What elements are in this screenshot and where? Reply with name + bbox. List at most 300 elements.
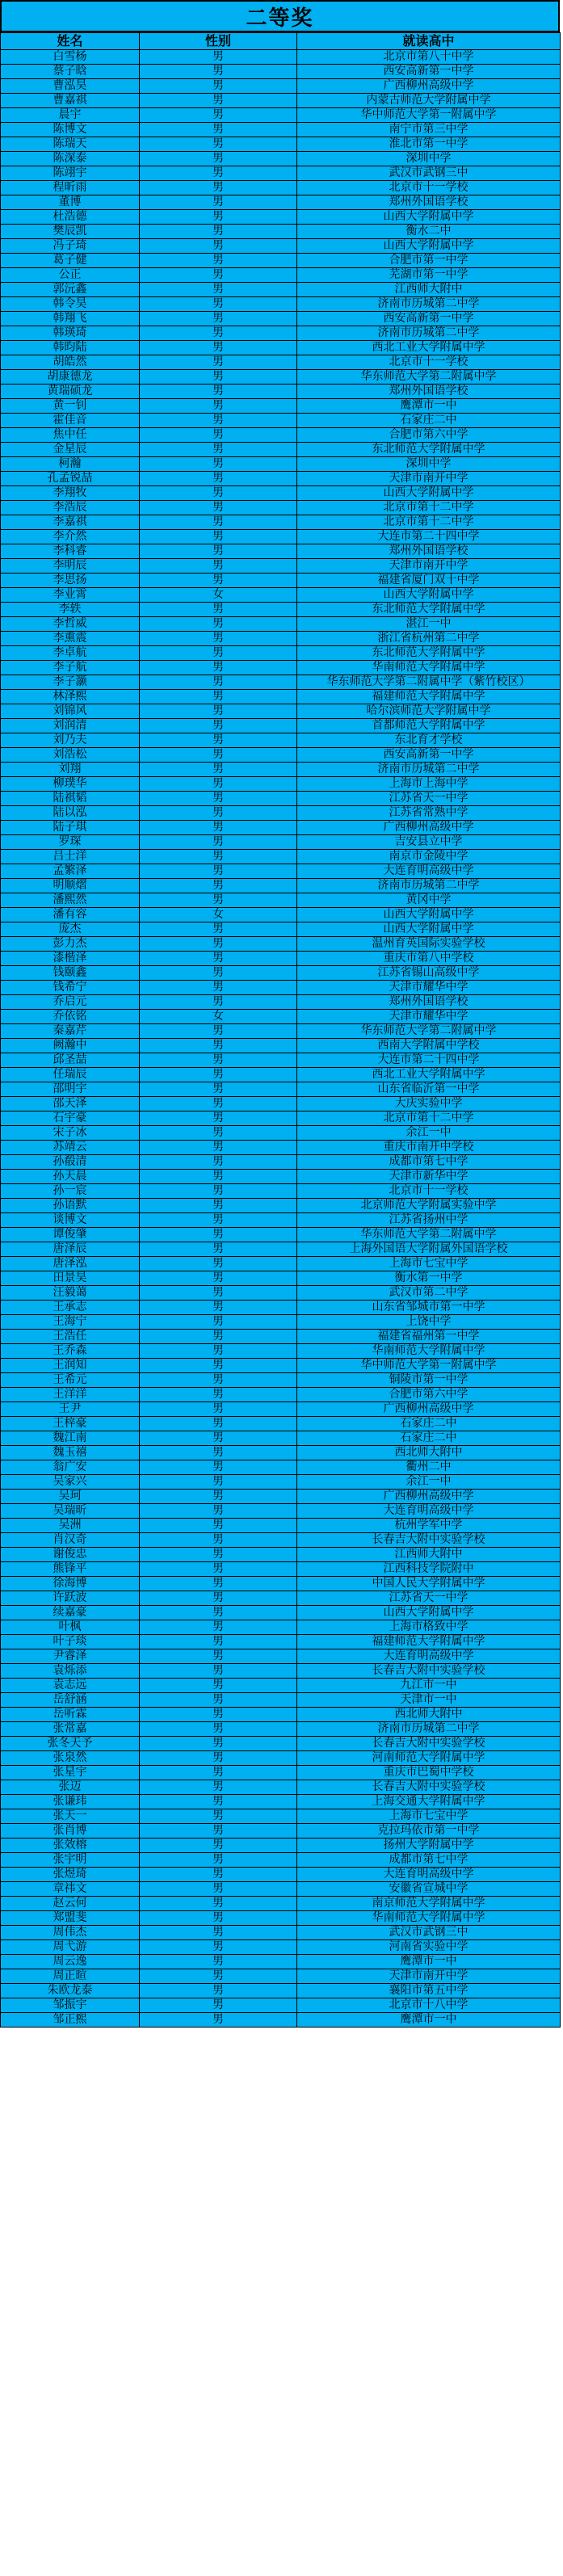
cell-gender: 男	[140, 1940, 297, 1955]
table-row	[1, 1562, 561, 1577]
cell-name: 李业霄	[1, 588, 140, 603]
cell-gender: 男	[140, 123, 297, 137]
cell-school: 湛江一中	[297, 617, 561, 632]
cell-name: 张冬天予	[1, 1737, 140, 1751]
table-row	[1, 588, 561, 603]
header-row	[1, 33, 561, 50]
table-row	[1, 152, 561, 166]
table-row	[1, 515, 561, 530]
cell-gender: 男	[140, 355, 297, 370]
cell-school: 天津市南开中学	[297, 472, 561, 486]
cell-gender: 男	[140, 1024, 297, 1039]
cell-name: 李明辰	[1, 559, 140, 574]
cell-school: 石家庄二中	[297, 1417, 561, 1431]
cell-gender: 男	[140, 50, 297, 65]
cell-school: 衡水二中	[297, 225, 561, 239]
cell-school: 华东师范大学第二附属中学	[297, 1228, 561, 1242]
table-row	[1, 675, 561, 690]
cell-name: 潘有容	[1, 908, 140, 922]
cell-school: 天津市南开中学	[297, 559, 561, 574]
cell-gender: 男	[140, 385, 297, 399]
cell-school: 上海市七宝中学	[297, 1257, 561, 1271]
cell-name: 李轶	[1, 603, 140, 617]
cell-name: 陈博文	[1, 123, 140, 137]
header-name: 姓名	[1, 33, 140, 50]
cell-gender: 男	[140, 515, 297, 530]
table-row	[1, 1330, 561, 1344]
cell-gender: 男	[140, 1620, 297, 1635]
table-row	[1, 937, 561, 952]
cell-name: 陆以泓	[1, 806, 140, 821]
cell-gender: 男	[140, 1402, 297, 1417]
cell-school: 华南师范大学附属中学	[297, 661, 561, 675]
cell-gender: 男	[140, 1039, 297, 1053]
table-row	[1, 1533, 561, 1548]
cell-name: 邱圣喆	[1, 1053, 140, 1068]
table-row	[1, 181, 561, 195]
cell-school: 鹰潭市一中	[297, 2013, 561, 2028]
cell-name: 章祎文	[1, 1882, 140, 1897]
cell-name: 刘乃夫	[1, 733, 140, 748]
table-row	[1, 733, 561, 748]
cell-name: 冯子琦	[1, 239, 140, 254]
cell-name: 刘浩松	[1, 748, 140, 763]
cell-name: 张效榕	[1, 1838, 140, 1853]
cell-gender: 男	[140, 312, 297, 326]
cell-school: 衡水第一中学	[297, 1271, 561, 1286]
cell-school: 西北师大附中	[297, 1708, 561, 1722]
table-row	[1, 1591, 561, 1606]
table-row	[1, 1504, 561, 1519]
cell-gender: 男	[140, 1533, 297, 1548]
cell-school: 江西师大附中	[297, 283, 561, 297]
cell-name: 叶子琰	[1, 1635, 140, 1649]
cell-gender: 男	[140, 1838, 297, 1853]
table-row	[1, 1969, 561, 1984]
table-row	[1, 341, 561, 355]
table-row	[1, 1606, 561, 1620]
cell-gender: 男	[140, 748, 297, 763]
cell-name: 孟繁泽	[1, 864, 140, 879]
cell-gender: 男	[140, 1155, 297, 1170]
table-row	[1, 1431, 561, 1446]
cell-school: 芜湖市第一中学	[297, 268, 561, 283]
cell-school: 华中师范大学第一附属中学	[297, 108, 561, 123]
table-row	[1, 995, 561, 1010]
cell-gender: 男	[140, 1679, 297, 1693]
cell-gender: 男	[140, 457, 297, 472]
cell-gender: 男	[140, 1257, 297, 1271]
cell-name: 汪毅蔼	[1, 1286, 140, 1301]
table-row	[1, 893, 561, 908]
cell-gender: 男	[140, 763, 297, 777]
cell-name: 李翔牧	[1, 486, 140, 501]
cell-gender: 男	[140, 966, 297, 981]
cell-gender: 男	[140, 137, 297, 152]
table-row	[1, 1039, 561, 1053]
table-row	[1, 254, 561, 268]
cell-gender: 男	[140, 1431, 297, 1446]
cell-school: 西北工业大学附属中学	[297, 1068, 561, 1082]
cell-gender: 男	[140, 1577, 297, 1591]
cell-school: 华东师范大学第二附属中学	[297, 1024, 561, 1039]
cell-name: 李哲威	[1, 617, 140, 632]
table-row	[1, 1344, 561, 1359]
cell-gender: 男	[140, 1737, 297, 1751]
table-row	[1, 646, 561, 661]
cell-school: 江西师大附中	[297, 1548, 561, 1562]
cell-school: 福建省厦门双十中学	[297, 574, 561, 588]
cell-gender: 男	[140, 1330, 297, 1344]
cell-school: 东北师范大学附属中学	[297, 646, 561, 661]
cell-school: 东北师范大学附属中学	[297, 443, 561, 457]
table-row	[1, 544, 561, 559]
cell-school: 江苏省锡山高级中学	[297, 966, 561, 981]
cell-name: 周伟杰	[1, 1926, 140, 1940]
cell-gender: 男	[140, 443, 297, 457]
cell-gender: 男	[140, 1097, 297, 1112]
cell-gender: 男	[140, 414, 297, 428]
cell-name: 李浩辰	[1, 501, 140, 515]
cell-name: 韩令昊	[1, 297, 140, 312]
cell-name: 王梓豪	[1, 1417, 140, 1431]
cell-name: 秦嘉芹	[1, 1024, 140, 1039]
cell-name: 陆子琪	[1, 821, 140, 835]
cell-name: 阙瀚中	[1, 1039, 140, 1053]
table-row	[1, 472, 561, 486]
table-row	[1, 1853, 561, 1868]
cell-name: 朱欧龙泰	[1, 1984, 140, 1998]
cell-school: 济南市历城第二中学	[297, 763, 561, 777]
cell-gender: 男	[140, 835, 297, 850]
cell-name: 张常嘉	[1, 1722, 140, 1737]
cell-name: 王海宁	[1, 1315, 140, 1330]
table-row	[1, 1882, 561, 1897]
cell-gender: 男	[140, 806, 297, 821]
cell-gender: 男	[140, 225, 297, 239]
table-row	[1, 1155, 561, 1170]
cell-name: 葛子健	[1, 254, 140, 268]
cell-school: 南京市金陵中学	[297, 850, 561, 864]
cell-name: 王尹	[1, 1402, 140, 1417]
cell-school: 浙江省杭州第二中学	[297, 632, 561, 646]
cell-gender: 男	[140, 1926, 297, 1940]
cell-school: 内蒙古师范大学附属中学	[297, 94, 561, 108]
cell-name: 陈瑞天	[1, 137, 140, 152]
cell-name: 韩翔飞	[1, 312, 140, 326]
cell-name: 陆祺韬	[1, 792, 140, 806]
table-row	[1, 428, 561, 443]
cell-name: 尹睿泽	[1, 1649, 140, 1664]
cell-gender: 男	[140, 1868, 297, 1882]
cell-name: 庞杰	[1, 922, 140, 937]
cell-school: 郑州外国语学校	[297, 385, 561, 399]
cell-school: 九江市一中	[297, 1679, 561, 1693]
header-gender: 性别	[140, 33, 297, 50]
cell-school: 吉安县立中学	[297, 835, 561, 850]
cell-gender: 男	[140, 646, 297, 661]
cell-school: 华南师范大学附属中学	[297, 1911, 561, 1926]
cell-school: 成都市第七中学	[297, 1853, 561, 1868]
cell-school: 南京师范大学附属中学	[297, 1897, 561, 1911]
cell-name: 李科睿	[1, 544, 140, 559]
cell-name: 王浩任	[1, 1330, 140, 1344]
cell-gender: 男	[140, 995, 297, 1010]
cell-name: 袁志远	[1, 1679, 140, 1693]
cell-name: 魏玉禧	[1, 1446, 140, 1460]
cell-school: 山西大学附属中学	[297, 922, 561, 937]
cell-school: 南宁市第三中学	[297, 123, 561, 137]
cell-name: 唐泽泓	[1, 1257, 140, 1271]
cell-name: 张星宇	[1, 1766, 140, 1780]
cell-school: 石家庄二中	[297, 414, 561, 428]
table-row	[1, 835, 561, 850]
table-row	[1, 1722, 561, 1737]
table-body	[1, 50, 561, 2028]
table-row	[1, 1213, 561, 1228]
cell-gender: 男	[140, 65, 297, 79]
cell-name: 叶枫	[1, 1620, 140, 1635]
cell-school: 西北工业大学附属中学	[297, 341, 561, 355]
table-row	[1, 65, 561, 79]
cell-name: 石宇豪	[1, 1112, 140, 1126]
cell-gender: 男	[140, 559, 297, 574]
cell-school: 华东师范大学第二附属中学（紫竹校区）	[297, 675, 561, 690]
cell-name: 邹正熙	[1, 2013, 140, 2028]
table-row	[1, 501, 561, 515]
cell-school: 山西大学附属中学	[297, 486, 561, 501]
table-row	[1, 574, 561, 588]
cell-school: 广西柳州高级中学	[297, 1402, 561, 1417]
cell-school: 天津市新华中学	[297, 1170, 561, 1184]
cell-name: 吴珂	[1, 1490, 140, 1504]
cell-name: 董博	[1, 195, 140, 210]
cell-school: 深圳中学	[297, 152, 561, 166]
cell-gender: 男	[140, 1984, 297, 1998]
cell-name: 蔡子晗	[1, 65, 140, 79]
cell-gender: 男	[140, 1344, 297, 1359]
cell-school: 中国人民大学附属中学	[297, 1577, 561, 1591]
cell-name: 宋子冰	[1, 1126, 140, 1141]
cell-gender: 男	[140, 108, 297, 123]
cell-school: 东北育才学校	[297, 733, 561, 748]
cell-gender: 男	[140, 1242, 297, 1257]
cell-gender: 男	[140, 1082, 297, 1097]
cell-school: 大连育明高级中学	[297, 864, 561, 879]
cell-name: 田景昊	[1, 1271, 140, 1286]
table-row	[1, 966, 561, 981]
cell-school: 福建师范大学附属中学	[297, 690, 561, 704]
cell-name: 孔孟锐喆	[1, 472, 140, 486]
cell-name: 张谦玮	[1, 1795, 140, 1809]
cell-gender: 男	[140, 1606, 297, 1620]
cell-name: 胡皓然	[1, 355, 140, 370]
table-row	[1, 1446, 561, 1460]
cell-gender: 男	[140, 254, 297, 268]
cell-school: 武汉市武钢三中	[297, 166, 561, 181]
cell-school: 江苏省天一中学	[297, 1591, 561, 1606]
cell-school: 郑州外国语学校	[297, 195, 561, 210]
table-row	[1, 1490, 561, 1504]
cell-name: 李嘉祺	[1, 515, 140, 530]
cell-name: 柯瀚	[1, 457, 140, 472]
cell-gender: 男	[140, 864, 297, 879]
table-row	[1, 239, 561, 254]
award-table	[0, 32, 561, 2028]
cell-name: 孙天晨	[1, 1170, 140, 1184]
cell-name: 陈深泰	[1, 152, 140, 166]
cell-gender: 男	[140, 210, 297, 225]
cell-school: 大连市第二十四中学	[297, 530, 561, 544]
cell-name: 苏靖云	[1, 1141, 140, 1155]
cell-school: 江苏省天一中学	[297, 792, 561, 806]
cell-name: 林泽熙	[1, 690, 140, 704]
table-row	[1, 1984, 561, 1998]
cell-school: 大连育明高级中学	[297, 1504, 561, 1519]
cell-school: 山东省临沂第一中学	[297, 1082, 561, 1097]
cell-gender: 男	[140, 1315, 297, 1330]
cell-gender: 男	[140, 1693, 297, 1708]
cell-name: 吴瑞昕	[1, 1504, 140, 1519]
cell-name: 胡康德龙	[1, 370, 140, 385]
table-row	[1, 50, 561, 65]
cell-school: 上海市格致中学	[297, 1620, 561, 1635]
cell-school: 山西大学附属中学	[297, 588, 561, 603]
cell-gender: 女	[140, 1010, 297, 1024]
cell-school: 广西柳州高级中学	[297, 79, 561, 94]
table-row	[1, 1897, 561, 1911]
cell-gender: 男	[140, 428, 297, 443]
cell-school: 西安高新第一中学	[297, 65, 561, 79]
table-row	[1, 1024, 561, 1039]
cell-name: 程昕雨	[1, 181, 140, 195]
cell-school: 济南市历城第二中学	[297, 1722, 561, 1737]
cell-school: 北京市十一学校	[297, 181, 561, 195]
cell-gender: 男	[140, 94, 297, 108]
cell-gender: 男	[140, 341, 297, 355]
cell-gender: 男	[140, 821, 297, 835]
cell-school: 武汉市武钢三中	[297, 1926, 561, 1940]
cell-school: 天津市耀华中学	[297, 1010, 561, 1024]
cell-name: 刘润清	[1, 719, 140, 733]
cell-school: 郑州外国语学校	[297, 544, 561, 559]
cell-gender: 男	[140, 152, 297, 166]
cell-school: 北京市第十二中学	[297, 501, 561, 515]
cell-name: 许跃波	[1, 1591, 140, 1606]
cell-school: 长春吉大附中实验学校	[297, 1737, 561, 1751]
cell-school: 天津市南开中学	[297, 1969, 561, 1984]
cell-name: 邵明宇	[1, 1082, 140, 1097]
cell-name: 钱颐鑫	[1, 966, 140, 981]
cell-name: 李熏震	[1, 632, 140, 646]
cell-gender: 男	[140, 777, 297, 792]
cell-name: 任瑞辰	[1, 1068, 140, 1082]
cell-gender: 男	[140, 1809, 297, 1824]
cell-school: 华东师范大学第二附属中学	[297, 370, 561, 385]
cell-name: 唐泽辰	[1, 1242, 140, 1257]
cell-school: 山西大学附属中学	[297, 1606, 561, 1620]
cell-name: 邹振宇	[1, 1998, 140, 2013]
cell-gender: 男	[140, 937, 297, 952]
cell-gender: 男	[140, 195, 297, 210]
cell-gender: 男	[140, 1388, 297, 1402]
table-row	[1, 704, 561, 719]
cell-gender: 女	[140, 588, 297, 603]
cell-gender: 男	[140, 1795, 297, 1809]
cell-school: 鹰潭市一中	[297, 399, 561, 414]
table-row	[1, 821, 561, 835]
cell-gender: 男	[140, 1664, 297, 1679]
table-row	[1, 1257, 561, 1271]
cell-gender: 女	[140, 908, 297, 922]
cell-school: 山西大学附属中学	[297, 908, 561, 922]
table-row	[1, 632, 561, 646]
cell-name: 周正暄	[1, 1969, 140, 1984]
cell-school: 合肥市第六中学	[297, 1388, 561, 1402]
table-row	[1, 1475, 561, 1490]
table-row	[1, 1751, 561, 1766]
cell-name: 王洋洋	[1, 1388, 140, 1402]
table-row	[1, 1926, 561, 1940]
cell-gender: 男	[140, 1141, 297, 1155]
cell-school: 天津市耀华中学	[297, 981, 561, 995]
cell-gender: 男	[140, 690, 297, 704]
cell-gender: 男	[140, 1911, 297, 1926]
table-row	[1, 748, 561, 763]
cell-school: 山西大学附属中学	[297, 239, 561, 254]
cell-name: 晨宇	[1, 108, 140, 123]
cell-gender: 男	[140, 1490, 297, 1504]
cell-gender: 男	[140, 1897, 297, 1911]
cell-school: 大连育明高级中学	[297, 1649, 561, 1664]
table-row	[1, 1053, 561, 1068]
table-row	[1, 385, 561, 399]
table-row	[1, 792, 561, 806]
table-row	[1, 312, 561, 326]
cell-gender: 男	[140, 399, 297, 414]
table-row	[1, 690, 561, 704]
cell-name: 焦中任	[1, 428, 140, 443]
cell-school: 济南市历城第二中学	[297, 879, 561, 893]
table-row	[1, 225, 561, 239]
cell-gender: 男	[140, 952, 297, 966]
cell-name: 陈翊宇	[1, 166, 140, 181]
table-row	[1, 1548, 561, 1562]
table-row	[1, 1242, 561, 1257]
cell-name: 郑盟斐	[1, 1911, 140, 1926]
cell-gender: 男	[140, 704, 297, 719]
table-row	[1, 1955, 561, 1969]
table-row	[1, 1940, 561, 1955]
cell-gender: 男	[140, 879, 297, 893]
cell-school: 合肥市第一中学	[297, 254, 561, 268]
cell-gender: 男	[140, 1853, 297, 1868]
cell-school: 余江一中	[297, 1126, 561, 1141]
cell-gender: 男	[140, 1475, 297, 1490]
cell-school: 余江一中	[297, 1475, 561, 1490]
table-row	[1, 1577, 561, 1591]
cell-school: 上海市七宝中学	[297, 1809, 561, 1824]
cell-school: 首都师范大学附属中学	[297, 719, 561, 733]
cell-school: 大庆实验中学	[297, 1097, 561, 1112]
cell-gender: 男	[140, 1112, 297, 1126]
cell-school: 山西大学附属中学	[297, 210, 561, 225]
cell-gender: 男	[140, 981, 297, 995]
cell-gender: 男	[140, 1417, 297, 1431]
table-row	[1, 1417, 561, 1431]
table-row	[1, 952, 561, 966]
cell-gender: 男	[140, 486, 297, 501]
